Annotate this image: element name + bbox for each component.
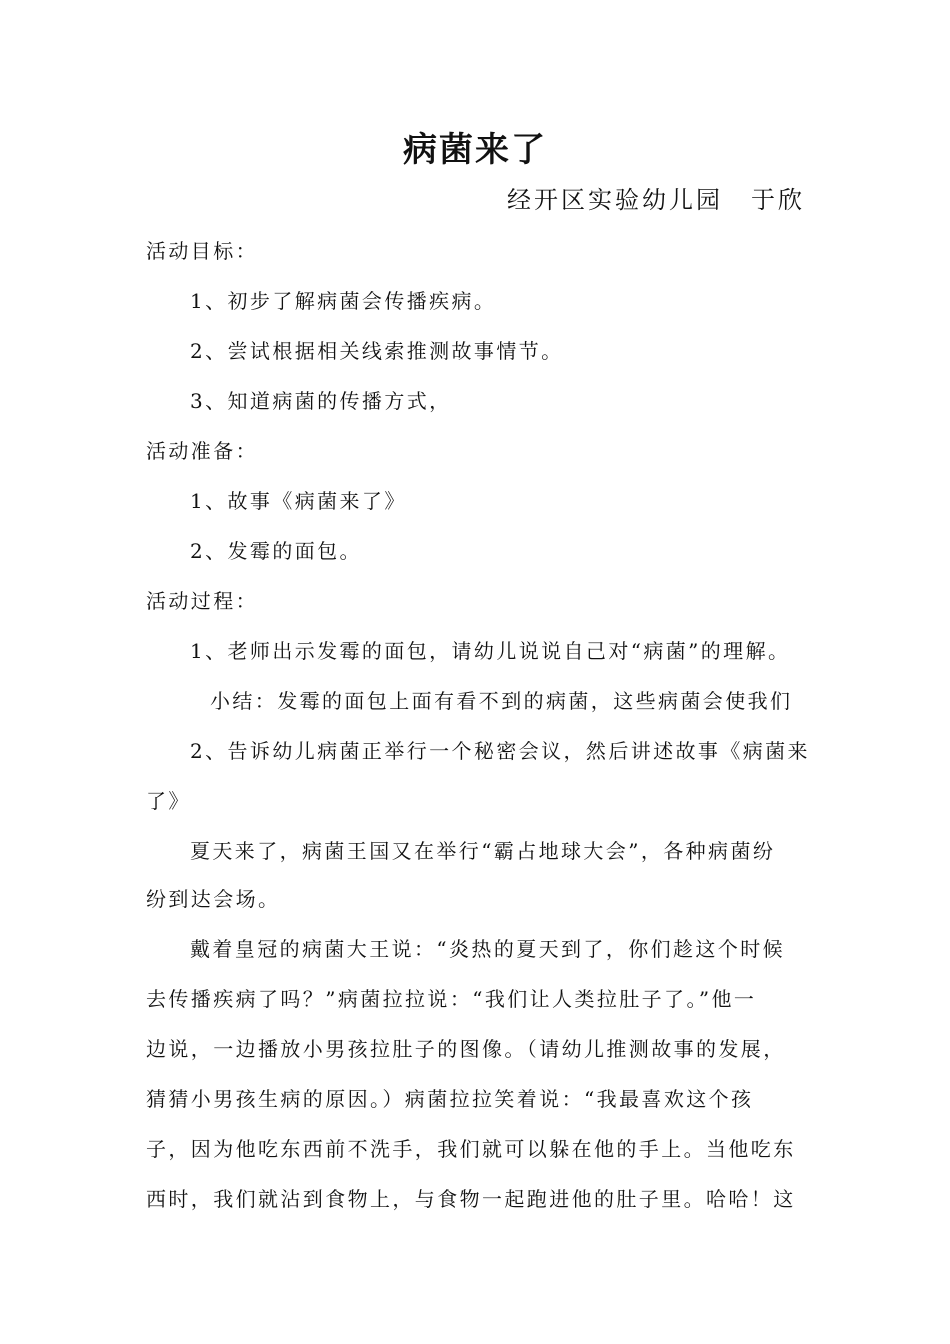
process-summary: 小结：发霉的面包上面有看不到的病菌，这些病菌会使我们: [210, 689, 793, 713]
author-name: 于欣: [751, 186, 805, 214]
goals-heading: 活动目标：: [146, 239, 258, 263]
author-org: 经开区实验幼儿园: [507, 186, 723, 214]
process-step-1: 1、老师出示发霉的面包，请幼儿说说自己对“病菌”的理解。: [190, 639, 791, 663]
story-paragraph-2-line-4: 猜猜小男孩生病的原因。）病菌拉拉笑着说：“我最喜欢这个孩: [146, 1087, 754, 1111]
story-paragraph-2-line-2: 去传播疾病了吗？”病菌拉拉说：“我们让人类拉肚子了。”他一: [146, 987, 757, 1011]
goal-item-2: 2、尝试根据相关线索推测故事情节。: [190, 339, 564, 363]
process-step-2-continued: 了》: [146, 789, 191, 813]
story-paragraph-1-continued: 纷到达会场。: [146, 887, 281, 911]
goal-item-3: 3、知道病菌的传播方式，: [190, 389, 452, 413]
document-title: 病菌来了: [403, 130, 547, 170]
story-paragraph-2-line-6: 西时，我们就沾到食物上，与食物一起跑进他的肚子里。哈哈！这: [146, 1187, 796, 1211]
prep-heading: 活动准备：: [146, 439, 258, 463]
story-paragraph-1: 夏天来了，病菌王国又在举行“霸占地球大会”，各种病菌纷: [190, 839, 776, 863]
process-heading: 活动过程：: [146, 589, 258, 613]
story-paragraph-2-line-3: 边说，一边播放小男孩拉肚子的图像。（请幼儿推测故事的发展，: [146, 1037, 786, 1061]
author-line: [507, 183, 805, 217]
process-step-2: 2、告诉幼儿病菌正举行一个秘密会议，然后讲述故事《病菌来: [190, 739, 810, 763]
goal-item-1: 1、初步了解病菌会传播疾病。: [190, 289, 497, 313]
story-paragraph-2-line-1: 戴着皇冠的病菌大王说：“炎热的夏天到了，你们趁这个时候: [190, 937, 786, 961]
prep-item-2: 2、发霉的面包。: [190, 539, 362, 563]
prep-item-1: 1、故事《病菌来了》: [190, 489, 407, 513]
story-paragraph-2-line-5: 子，因为他吃东西前不洗手，我们就可以躲在他的手上。当他吃东: [146, 1137, 796, 1161]
